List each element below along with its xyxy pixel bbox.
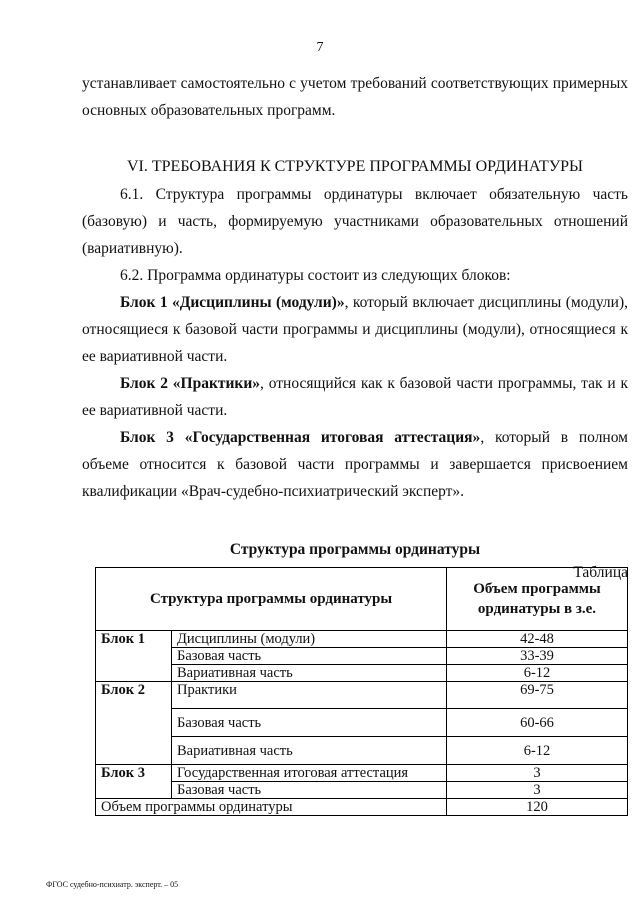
table-header-row <box>96 568 628 631</box>
row-name: Базовая часть <box>172 648 447 665</box>
paragraph-continuation-line1: устанавливает самостоятельно с учетом требований соответствующих примерных <box>82 75 628 92</box>
block-label <box>96 782 172 799</box>
total-value: 120 <box>447 799 628 816</box>
table-row <box>96 682 628 709</box>
section-heading: VI. ТРЕБОВАНИЯ К СТРУКТУРЕ ПРОГРАММЫ ОРДИНАТУРЫ <box>127 158 583 175</box>
row-name: Вариативная часть <box>172 737 447 765</box>
row-name: Практики <box>172 682 447 709</box>
block-label <box>96 709 172 737</box>
row-value: 3 <box>447 765 628 782</box>
block-label: Блок 3 <box>96 765 172 782</box>
row-value: 42-48 <box>447 631 628 648</box>
row-value: 6-12 <box>447 665 628 682</box>
row-name: Дисциплины (модули) <box>172 631 447 648</box>
row-value: 60-66 <box>447 709 628 737</box>
row-name: Базовая часть <box>172 782 447 799</box>
block-label: Блок 2 <box>96 682 172 709</box>
block1-paragraph <box>82 289 628 370</box>
header-volume: Объем программы ординатуры в з.е. <box>447 568 628 631</box>
row-value: 6-12 <box>447 737 628 765</box>
table-row <box>96 709 628 737</box>
footer-note: ФГОС судебно-психиатр. эксперт. – 05 <box>46 880 179 889</box>
row-name: Вариативная часть <box>172 665 447 682</box>
table-row <box>96 765 628 782</box>
block3-paragraph <box>82 424 628 505</box>
total-label: Объем программы ординатуры <box>96 799 447 816</box>
row-value: 3 <box>447 782 628 799</box>
block3-title: Блок 3 «Государственная итоговая аттестация» <box>120 429 481 446</box>
page-number: 7 <box>316 40 324 55</box>
table-row <box>96 648 628 665</box>
block-label <box>96 648 172 665</box>
block2-title: Блок 2 «Практики» <box>120 375 261 392</box>
row-name: Базовая часть <box>172 709 447 737</box>
table-row <box>96 782 628 799</box>
block2-text: , относящийся как к базовой части программы, так и к ее вариативной части. <box>82 375 628 419</box>
block-label <box>96 665 172 682</box>
block-label: Блок 1 <box>96 631 172 648</box>
block1-text: , который включает дисциплины (модули), относящиеся к базовой части программы и дисциплины (модули), относящиеся к ее вариативной части. <box>82 294 628 365</box>
paragraph-continuation-line2: основных образовательных программ. <box>82 102 336 119</box>
document-body <box>82 70 628 583</box>
paragraph-6-1: 6.1. Структура программы ординатуры включает обязательную часть (базовую) и часть, формируемую участниками образовательных отношений (вариативную). <box>82 186 628 257</box>
program-structure-table <box>95 567 628 816</box>
row-value: 33-39 <box>447 648 628 665</box>
table-label: Таблица <box>573 564 628 581</box>
table-row <box>96 737 628 765</box>
block3-text: , который в полном объеме относится к базовой части программы и завершается присвоением квалификации «Врач-судебно-психиатрический эксперт». <box>82 429 628 500</box>
block2-paragraph <box>82 370 628 424</box>
table-total-row <box>96 799 628 816</box>
block-label <box>96 737 172 765</box>
table-row <box>96 631 628 648</box>
table-row <box>96 665 628 682</box>
row-value: 69-75 <box>447 682 628 709</box>
header-structure: Структура программы ординатуры <box>96 568 447 631</box>
table-caption: Структура программы ординатуры <box>229 541 481 558</box>
row-name: Государственная итоговая аттестация <box>172 765 447 782</box>
block1-title: Блок 1 «Дисциплины (модули)» <box>120 294 345 311</box>
paragraph-6-2: 6.2. Программа ординатуры состоит из следующих блоков: <box>120 267 511 284</box>
